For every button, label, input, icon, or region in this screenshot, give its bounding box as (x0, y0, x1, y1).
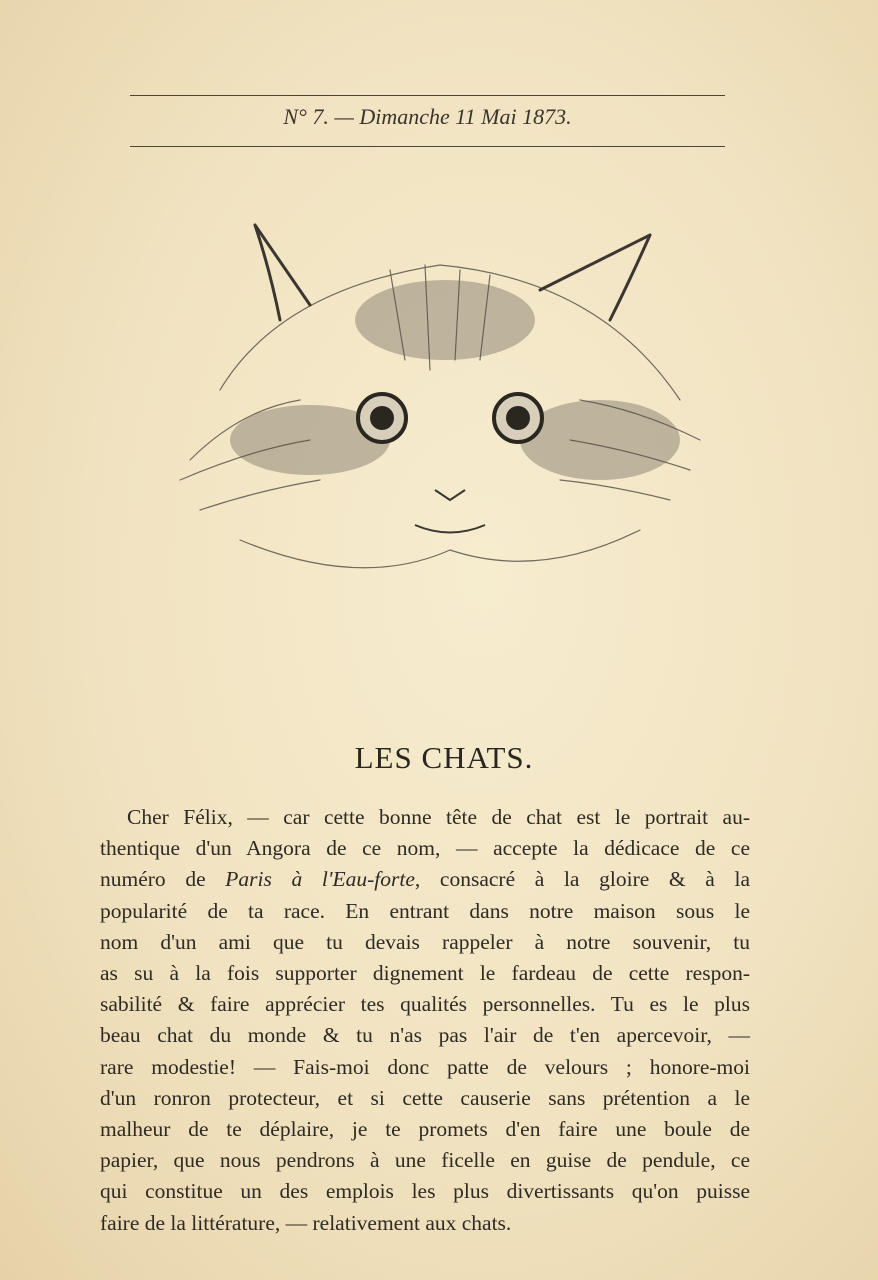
publication-title: Paris à l'Eau-forte (225, 867, 415, 892)
text-line: popularité de ta race. En entrant dans notre maison sous le (100, 898, 750, 923)
header-rule-top (130, 95, 725, 96)
text-line: papier, que nous pendrons à une ficelle en guise de pendule, ce (100, 1148, 750, 1173)
text-line: Cher Félix, — car cette bonne tête de chat est le portrait au- (127, 805, 750, 829)
article-body (100, 802, 750, 1239)
text-segment: numéro de (100, 867, 226, 892)
text-line: rare modestie! — Fais-moi donc patte de velours ; honore-moi (100, 1054, 750, 1079)
issue-header: N° 7. — Dimanche 11 Mai 1873. (283, 104, 572, 129)
text-line: nom d'un ami que tu devais rappeler à notre souvenir, tu (100, 929, 750, 954)
text-line: faire de la littérature, — relativement aux chats. (100, 1210, 512, 1235)
article-title: LES CHATS. (354, 740, 534, 775)
text-line: d'un ronron protecteur, et si cette causerie sans prétention a le (100, 1085, 750, 1110)
text-line: thentique d'un Angora de ce nom, — accepte la dédicace de ce (100, 836, 750, 861)
text-line: qui constitue un des emplois les plus divertissants qu'on puisse (100, 1179, 750, 1204)
text-line: as su à la fois supporter dignement le fardeau de cette respon- (100, 961, 750, 986)
cat-head-etching-icon (160, 210, 720, 660)
text-line: sabilité & faire apprécier tes qualités personnelles. Tu es le plus (100, 992, 750, 1017)
text-segment: , consacré à la gloire & à la (414, 867, 750, 892)
text-line (100, 864, 750, 895)
text-line: beau chat du monde & tu n'as pas l'air de t'en apercevoir, — (100, 1023, 750, 1048)
text-line: malheur de te déplaire, je te promets d'en faire une boule de (100, 1117, 750, 1142)
header-rule-bottom (130, 146, 725, 147)
